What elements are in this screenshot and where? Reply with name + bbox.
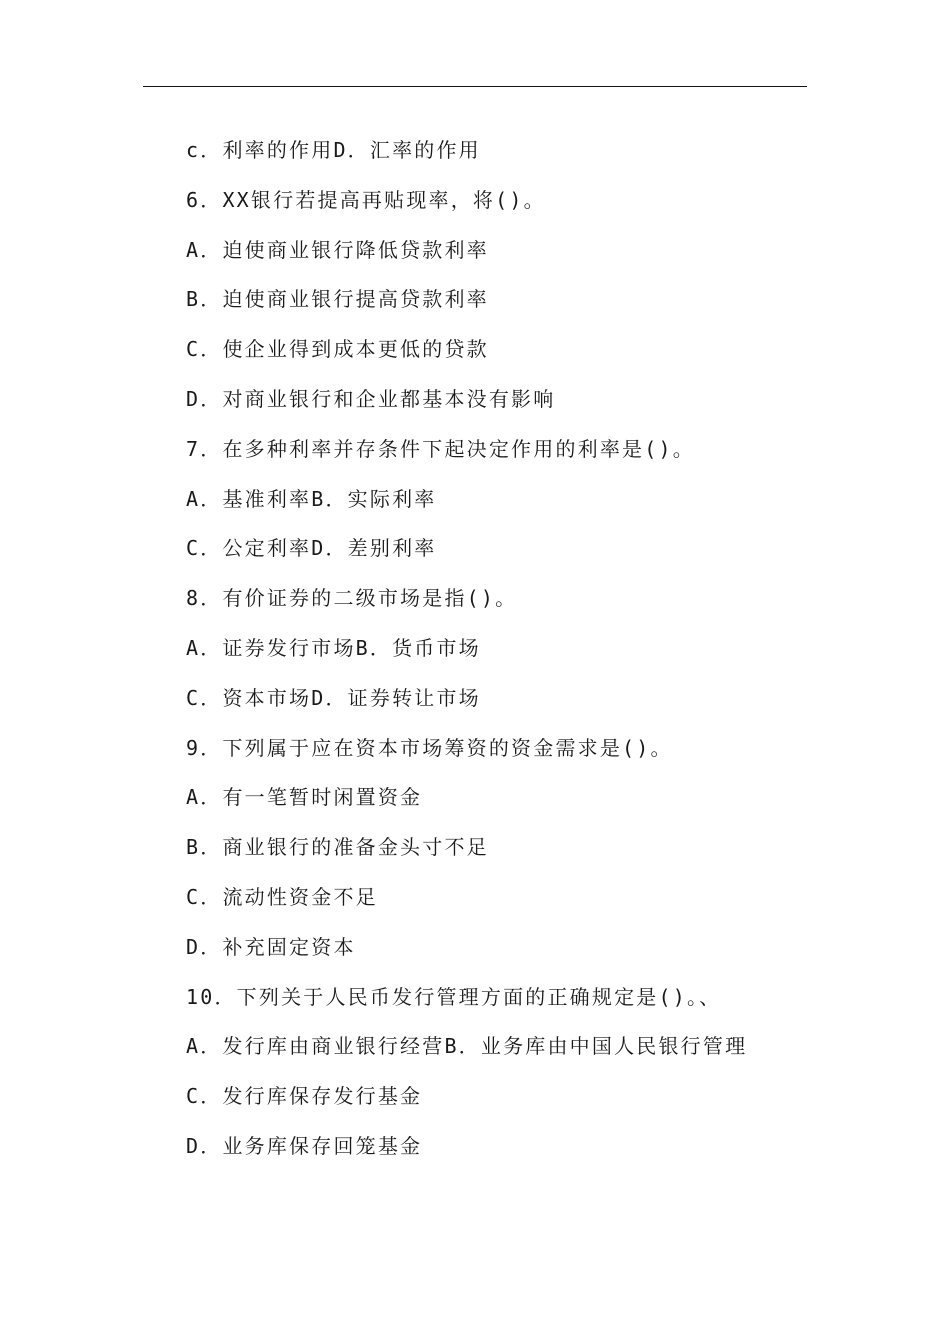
option-line: D．对商业银行和企业都基本没有影响 — [186, 386, 556, 411]
question-6: 6．XX银行若提高再贴现率，将()。 — [186, 187, 546, 212]
header-rule — [143, 86, 807, 87]
question-7: 7．在多种利率并存条件下起决定作用的利率是()。 — [186, 436, 695, 461]
document-body — [186, 133, 826, 1179]
option-line: A．有一笔暂时闲置资金 — [186, 785, 423, 810]
option-line: A．迫使商业银行降低贷款利率 — [186, 237, 489, 262]
option-line: D．补充固定资本 — [186, 934, 356, 959]
option-line: A．证券发行市场B．货币市场 — [186, 635, 481, 660]
option-line: C．发行库保存发行基金 — [186, 1084, 423, 1109]
option-line: C．资本市场D．证券转让市场 — [186, 685, 481, 710]
option-line: B．商业银行的准备金头寸不足 — [186, 835, 489, 860]
question-9: 9．下列属于应在资本市场筹资的资金需求是()。 — [186, 735, 673, 760]
option-line: C．流动性资金不足 — [186, 884, 378, 909]
text-line: c．利率的作用D．汇率的作用 — [186, 138, 481, 162]
option-line: C．使企业得到成本更低的贷款 — [186, 337, 489, 362]
question-10: 10．下列关于人民币发行管理方面的正确规定是()。、 — [186, 984, 722, 1009]
question-8: 8．有价证券的二级市场是指()。 — [186, 586, 518, 611]
option-line: A．发行库由商业银行经营B．业务库由中国人民银行管理 — [186, 1034, 748, 1059]
option-line: C．公定利率D．差别利率 — [186, 536, 437, 561]
option-line: D．业务库保存回笼基金 — [186, 1133, 423, 1158]
option-line: B．迫使商业银行提高贷款利率 — [186, 287, 489, 312]
option-line: A．基准利率B．实际利率 — [186, 486, 437, 511]
